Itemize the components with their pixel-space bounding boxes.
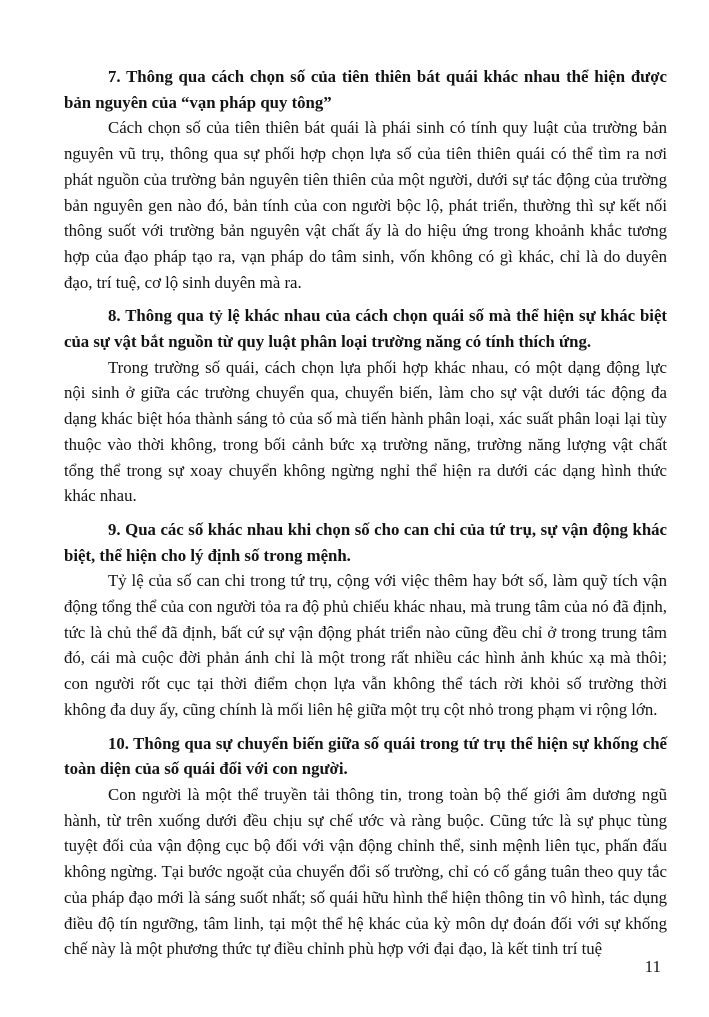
section-8-heading: 8. Thông qua tỷ lệ khác nhau của cách chọn quái số mà thể hiện sự khác biệt của sự vật bắt nguồn từ quy luật phân loại trường năng có tính thích ứng. — [64, 306, 667, 352]
section-7-heading: 7. Thông qua cách chọn số của tiên thiên bát quái khác nhau thể hiện được bản nguyên của “vạn pháp quy tông” — [64, 67, 667, 112]
section-10 — [64, 731, 667, 962]
section-9 — [64, 517, 667, 723]
section-8-paragraph: Trong trường số quái, cách chọn lựa phối hợp khác nhau, có một dạng động lực nội sinh ở giữa các trường chuyển qua, chuyển biến, làm cho sự vật dưới tác động đa dạng khác biệt hóa thành sáng tỏ của số mà tiến hành phân loại, xác suất phân loại lại tùy thuộc vào thời không, trong bối cảnh bức xạ trường năng, trường năng lượng vật chất tổng thể trong sự xoay chuyển không ngừng nghỉ thể hiện ra dưới các dạng hình thức khác nhau. — [64, 357, 667, 506]
page-number: 11 — [644, 957, 661, 976]
section-9-heading: 9. Qua các số khác nhau khi chọn số cho can chi của tứ trụ, sự vận động khác biệt, thể hiện cho lý định số trong mệnh. — [64, 519, 667, 565]
section-10-paragraph: Con người là một thể truyền tải thông tin, trong toàn bộ thế giới âm dương ngũ hành, từ trên xuống dưới đều chịu sự chế ước và ràng buộc. Cũng tức là sự phục tùng tuyệt đối của vận động cục bộ đối với vận động chỉnh thể, sinh mệnh liên tục, phấn đấu không ngừng. Tại bước ngoặt của chuyển đổi số trường, chỉ có cố gắng tuân theo quy tắc của pháp đạo mới là sáng suốt nhất; số quái hữu hình thể hiện thông tin vô hình, tác dụng điều độ tín ngưỡng, tâm linh, tại một thể hệ khác của kỳ môn dự đoán đối với sự khống chế này là một phương thức tự điều chỉnh phù hợp với đại đạo, là kết tinh trí tuệ — [64, 784, 667, 959]
section-10-heading: 10. Thông qua sự chuyển biến giữa số quái trong tứ trụ thể hiện sự khống chế toàn diện của số quái đối với con người. — [64, 733, 667, 779]
section-7-paragraph: Cách chọn số của tiên thiên bát quái là phái sinh có tính quy luật của trường bản nguyên vũ trụ, thông qua sự phối hợp chọn lựa số của tiên thiên quái có thể tìm ra nơi phát nguồn của trường bản nguyên tiên thiên của một người, dưới sự tác động của trường bản nguyên gen nào đó, bản tính của con người bộc lộ, phát triển, thường thì sự kết nối thông suốt với trường bản nguyên vật chất ấy là do hiệu ứng trong khoảnh khắc tương hợp của đạo pháp tạo ra, vạn pháp do tâm sinh, vốn không có gì khác, chỉ là do duyên đạo, trí tuệ, cơ lộ sinh duyên mà ra. — [64, 118, 667, 292]
section-9-paragraph: Tỷ lệ của số can chi trong tứ trụ, cộng với việc thêm hay bớt số, làm quỹ tích vận động tổng thể của con người tỏa ra độ phủ chiếu khác nhau, mà trung tâm của nó đã định, tức là chủ thể đã định, bất cứ sự vận động phát triển nào cũng đều chỉ ở trong trung tâm đó, cái mà cuộc đời phản ánh chỉ là một trong rất nhiều các hình ảnh khúc xạ mà thôi; con người rốt cục tại thời điểm chọn lựa vẫn không thể tách rời khỏi số trường thời không đa duy ấy, cũng chính là mối liên hệ giữa một trụ cột nhỏ trong phạm vi rộng lớn. — [64, 571, 667, 719]
section-7 — [64, 64, 667, 295]
section-8 — [64, 303, 667, 509]
